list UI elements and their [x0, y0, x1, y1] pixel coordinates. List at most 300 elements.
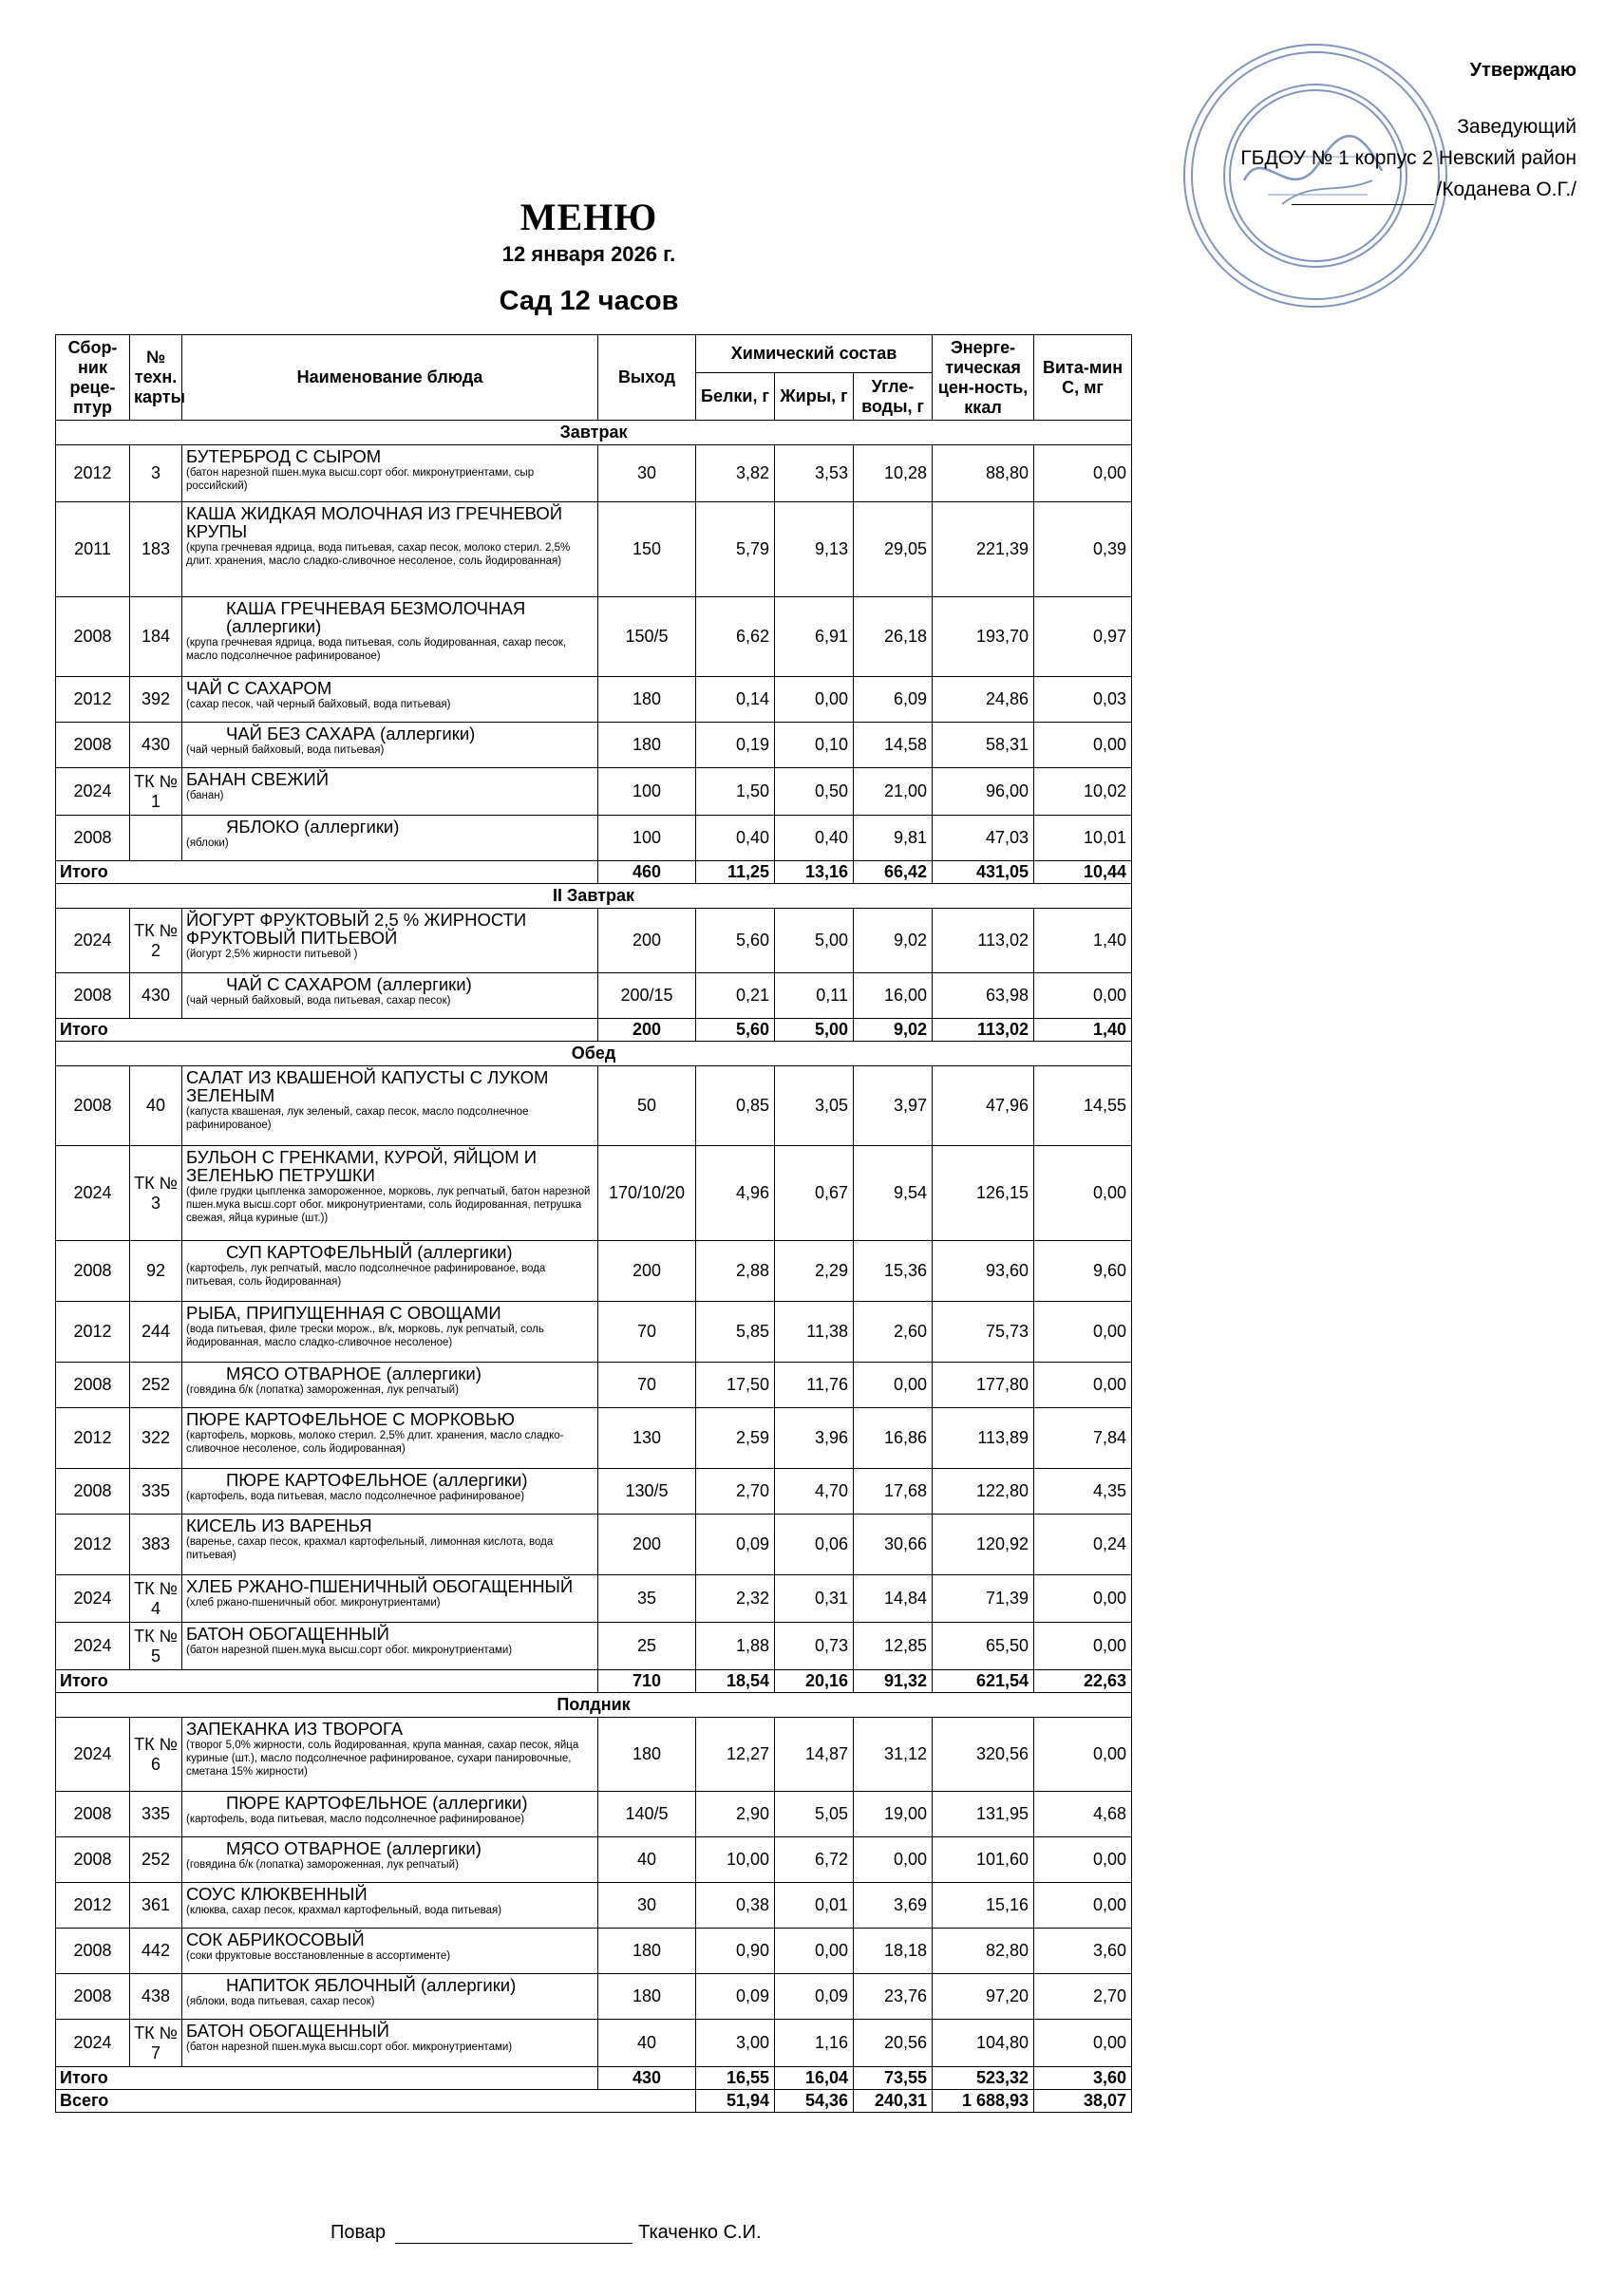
cell-fat: 0,67: [775, 1146, 854, 1241]
dish-ingredients: (говядина б/к (лопатка) замороженная, лук репчатый): [186, 1384, 459, 1396]
dish-name: ПЮРЕ КАРТОФЕЛЬНОЕ С МОРКОВЬЮ: [186, 1409, 515, 1429]
dish-ingredients: (картофель, морковь, молоко стерил. 2,5% длит. хранения, масло сладко-сливочное несоленое, соль йодированная): [186, 1430, 564, 1455]
cell-fat: 3,96: [775, 1408, 854, 1469]
dish-name: БАТОН ОБОГАЩЕННЫЙ: [186, 2021, 389, 2041]
cell-dish: [182, 1929, 598, 1974]
cell-card: 40: [130, 1066, 182, 1146]
cell-collection: 2024: [56, 1623, 130, 1670]
cell-vitamin: 4,68: [1034, 1792, 1132, 1837]
cell-energy: 131,95: [933, 1792, 1034, 1837]
cell-energy: 101,60: [933, 1837, 1034, 1883]
cell-energy: 88,80: [933, 445, 1034, 502]
table-row: [56, 816, 1132, 861]
table-row: [56, 1837, 1132, 1883]
dish-ingredients: (крупа гречневая ядрица, вода питьевая, сахар песок, молоко стерил. 2,5% длит. хранения, масло сладко-сливочное несоленое, соль йодированная): [186, 542, 571, 567]
cell-carbs: 31,12: [854, 1718, 933, 1792]
total-label: Итого: [56, 1019, 598, 1042]
section-title: II Завтрак: [56, 884, 1132, 909]
cell-energy: 24,86: [933, 677, 1034, 723]
cell-fat: 0,10: [775, 723, 854, 768]
cell-energy: 193,70: [933, 597, 1034, 677]
cell-yield: 200: [598, 1515, 696, 1575]
cell-protein: 2,59: [696, 1408, 775, 1469]
table-row: [56, 1974, 1132, 2020]
cell-carbs: 12,85: [854, 1623, 933, 1670]
total-label: Итого: [56, 2067, 598, 2090]
cell-carbs: 16,86: [854, 1408, 933, 1469]
cell-yield: 180: [598, 723, 696, 768]
cell-vitamin: 0,97: [1034, 597, 1132, 677]
cell-yield: 70: [598, 1302, 696, 1363]
cell-fat: 0,11: [775, 973, 854, 1019]
cell-protein: 17,50: [696, 1363, 775, 1408]
dish-ingredients: (банан): [186, 790, 224, 801]
cell-fat: 0,31: [775, 1575, 854, 1623]
dish-name: ЙОГУРТ ФРУКТОВЫЙ 2,5 % ЖИРНОСТИ ФРУКТОВЫЙ ПИТЬЕВОЙ: [186, 910, 527, 948]
cell-card: 322: [130, 1408, 182, 1469]
cell-energy: 96,00: [933, 768, 1034, 816]
cell-dish: [182, 1623, 598, 1670]
total-energy: 113,02: [933, 1019, 1034, 1042]
cell-protein: 5,60: [696, 909, 775, 973]
cell-card: 252: [130, 1837, 182, 1883]
cell-collection: 2008: [56, 1363, 130, 1408]
cell-fat: 2,29: [775, 1241, 854, 1302]
dish-ingredients: (хлеб ржано-пшеничный обог. микронутриентами): [186, 1597, 441, 1609]
cell-protein: 3,00: [696, 2020, 775, 2067]
cell-dish: [182, 1837, 598, 1883]
cell-dish: [182, 723, 598, 768]
section-total-row: [56, 1019, 1132, 1042]
table-row: [56, 1363, 1132, 1408]
cell-fat: 0,00: [775, 1929, 854, 1974]
cell-card: 430: [130, 973, 182, 1019]
cell-energy: 113,89: [933, 1408, 1034, 1469]
dish-name: ПЮРЕ КАРТОФЕЛЬНОЕ (аллергики): [226, 1793, 528, 1813]
cell-card: 335: [130, 1792, 182, 1837]
menu-table: [55, 334, 1132, 2113]
cell-protein: 12,27: [696, 1718, 775, 1792]
cell-carbs: 2,60: [854, 1302, 933, 1363]
section-header-row: [56, 421, 1132, 445]
cell-dish: [182, 768, 598, 816]
header-card: № техн. карты: [130, 335, 182, 421]
cell-protein: 0,19: [696, 723, 775, 768]
cell-energy: 113,02: [933, 909, 1034, 973]
dish-ingredients: (творог 5,0% жирности, соль йодированная, крупа манная, сахар песок, яйца куриные (шт.), масло подсолнечное рафинированое, сухари панировочные, сметана 15% жирности): [186, 1740, 579, 1778]
cell-dish: [182, 1974, 598, 2020]
cell-dish: [182, 2020, 598, 2067]
section-header-row: [56, 1693, 1132, 1718]
dish-ingredients: (батон нарезной пшен.мука высш.сорт обог. микронутриентами): [186, 1645, 513, 1656]
dish-ingredients: (йогурт 2,5% жирности питьевой ): [186, 949, 358, 960]
table-row: [56, 445, 1132, 502]
cell-energy: 221,39: [933, 502, 1034, 597]
dish-name: КИСЕЛЬ ИЗ ВАРЕНЬЯ: [186, 1515, 372, 1535]
cell-protein: 0,38: [696, 1883, 775, 1929]
dish-name: МЯСО ОТВАРНОЕ (аллергики): [226, 1838, 482, 1858]
cell-dish: [182, 1792, 598, 1837]
cell-carbs: 21,00: [854, 768, 933, 816]
cell-carbs: 6,09: [854, 677, 933, 723]
cell-protein: 2,32: [696, 1575, 775, 1623]
cell-vitamin: 0,00: [1034, 1146, 1132, 1241]
total-protein: 16,55: [696, 2067, 775, 2090]
cell-vitamin: 0,24: [1034, 1515, 1132, 1575]
header-vitamin: Вита-мин С, мг: [1034, 335, 1132, 421]
total-carbs: 91,32: [854, 1670, 933, 1693]
approver-signature-row: [1159, 174, 1577, 205]
grand-total-protein: 51,94: [696, 2090, 775, 2113]
cell-collection: 2024: [56, 768, 130, 816]
cell-collection: 2012: [56, 1883, 130, 1929]
cell-card: 442: [130, 1929, 182, 1974]
table-row: [56, 909, 1132, 973]
cell-collection: 2024: [56, 909, 130, 973]
cell-vitamin: 0,00: [1034, 973, 1132, 1019]
cell-dish: [182, 1575, 598, 1623]
cell-protein: 4,96: [696, 1146, 775, 1241]
dish-name: РЫБА, ПРИПУЩЕННАЯ С ОВОЩАМИ: [186, 1303, 501, 1323]
cell-carbs: 19,00: [854, 1792, 933, 1837]
total-fat: 20,16: [775, 1670, 854, 1693]
cell-energy: 82,80: [933, 1929, 1034, 1974]
cell-yield: 25: [598, 1623, 696, 1670]
header-dish-name: Наименование блюда: [182, 335, 598, 421]
dish-ingredients: (соки фруктовые восстановленные в ассортименте): [186, 1950, 451, 1962]
grand-total-fat: 54,36: [775, 2090, 854, 2113]
cell-vitamin: 0,00: [1034, 1883, 1132, 1929]
cell-vitamin: 0,39: [1034, 502, 1132, 597]
cell-collection: 2024: [56, 1146, 130, 1241]
cell-energy: 58,31: [933, 723, 1034, 768]
dish-ingredients: (яблоки, вода питьевая, сахар песок): [186, 1996, 375, 2007]
cell-carbs: 26,18: [854, 597, 933, 677]
cell-carbs: 3,97: [854, 1066, 933, 1146]
cell-collection: 2012: [56, 445, 130, 502]
grand-total-carbs: 240,31: [854, 2090, 933, 2113]
cell-yield: 200: [598, 909, 696, 973]
dish-ingredients: (батон нарезной пшен.мука высш.сорт обог. микронутриентами, сыр российский): [186, 467, 535, 492]
cell-carbs: 0,00: [854, 1363, 933, 1408]
total-energy: 621,54: [933, 1670, 1034, 1693]
cell-collection: 2024: [56, 1718, 130, 1792]
table-row: [56, 1515, 1132, 1575]
cell-yield: 200/15: [598, 973, 696, 1019]
total-protein: 18,54: [696, 1670, 775, 1693]
table-row: [56, 1718, 1132, 1792]
cell-vitamin: 4,35: [1034, 1469, 1132, 1515]
cell-card: 438: [130, 1974, 182, 2020]
cell-yield: 150/5: [598, 597, 696, 677]
dish-name: ПЮРЕ КАРТОФЕЛЬНОЕ (аллергики): [226, 1470, 528, 1490]
total-protein: 5,60: [696, 1019, 775, 1042]
cell-collection: 2008: [56, 723, 130, 768]
cell-yield: 40: [598, 2020, 696, 2067]
cell-energy: 65,50: [933, 1623, 1034, 1670]
total-yield: 200: [598, 1019, 696, 1042]
table-row: [56, 2020, 1132, 2067]
cell-energy: 97,20: [933, 1974, 1034, 2020]
cell-yield: 50: [598, 1066, 696, 1146]
dish-name: ЧАЙ БЕЗ САХАРА (аллергики): [226, 724, 476, 743]
table-row: [56, 768, 1132, 816]
cell-carbs: 23,76: [854, 1974, 933, 2020]
dish-ingredients: (вода питьевая, филе трески морож., в/к, морковь, лук репчатый, соль йодированная, масло сладко-сливочное несоленое): [186, 1324, 544, 1348]
cell-energy: 47,03: [933, 816, 1034, 861]
cell-yield: 180: [598, 1929, 696, 1974]
dish-ingredients: (картофель, лук репчатый, масло подсолнечное рафинированое, вода питьевая, соль йодированная): [186, 1263, 546, 1288]
cell-yield: 30: [598, 445, 696, 502]
cell-energy: 120,92: [933, 1515, 1034, 1575]
cell-collection: 2008: [56, 1792, 130, 1837]
dish-name: НАПИТОК ЯБЛОЧНЫЙ (аллергики): [226, 1975, 517, 1995]
cell-fat: 3,53: [775, 445, 854, 502]
total-label: Итого: [56, 1670, 598, 1693]
header-carbs: Угле-воды, г: [854, 373, 933, 421]
cell-card: ТК № 6: [130, 1718, 182, 1792]
cell-energy: 126,15: [933, 1146, 1034, 1241]
approval-block: [1159, 55, 1577, 205]
section-total-row: [56, 861, 1132, 884]
cell-dish: [182, 816, 598, 861]
cell-yield: 40: [598, 1837, 696, 1883]
cell-energy: 93,60: [933, 1241, 1034, 1302]
cell-protein: 2,90: [696, 1792, 775, 1837]
cell-vitamin: 0,00: [1034, 1718, 1132, 1792]
dish-ingredients: (картофель, вода питьевая, масло подсолнечное рафинированое): [186, 1491, 525, 1502]
header-collection: Сбор-ник реце-птур: [56, 335, 130, 421]
cell-protein: 0,21: [696, 973, 775, 1019]
cell-energy: 177,80: [933, 1363, 1034, 1408]
approver-position: Заведующий: [1457, 116, 1577, 138]
header-chemical: Химический состав: [696, 335, 933, 373]
cell-fat: 0,73: [775, 1623, 854, 1670]
cell-collection: 2011: [56, 502, 130, 597]
table-row: [56, 597, 1132, 677]
dish-name: БАТОН ОБОГАЩЕННЫЙ: [186, 1624, 389, 1644]
dish-ingredients: (чай черный байховый, вода питьевая): [186, 744, 385, 756]
dish-ingredients: (батон нарезной пшен.мука высш.сорт обог. микронутриентами): [186, 2042, 513, 2053]
cook-name: Ткаченко С.И.: [638, 2222, 762, 2243]
table-row: [56, 502, 1132, 597]
cell-energy: 47,96: [933, 1066, 1034, 1146]
cell-energy: 75,73: [933, 1302, 1034, 1363]
cell-vitamin: 0,03: [1034, 677, 1132, 723]
cell-fat: 0,00: [775, 677, 854, 723]
cell-card: 361: [130, 1883, 182, 1929]
cell-protein: 0,85: [696, 1066, 775, 1146]
cell-fat: 4,70: [775, 1469, 854, 1515]
cell-dish: [182, 1515, 598, 1575]
cell-fat: 1,16: [775, 2020, 854, 2067]
cell-card: 92: [130, 1241, 182, 1302]
total-energy: 431,05: [933, 861, 1034, 884]
cell-yield: 35: [598, 1575, 696, 1623]
table-row: [56, 1469, 1132, 1515]
table-row: [56, 1146, 1132, 1241]
cell-card: 392: [130, 677, 182, 723]
section-title: Завтрак: [56, 421, 1132, 445]
cell-fat: 0,06: [775, 1515, 854, 1575]
section-total-row: [56, 2067, 1132, 2090]
total-carbs: 66,42: [854, 861, 933, 884]
table-row: [56, 677, 1132, 723]
cell-carbs: 9,81: [854, 816, 933, 861]
signature-line: [1292, 183, 1434, 205]
cell-card: 184: [130, 597, 182, 677]
cell-energy: 104,80: [933, 2020, 1034, 2067]
cell-yield: 100: [598, 768, 696, 816]
total-yield: 710: [598, 1670, 696, 1693]
cell-vitamin: 10,01: [1034, 816, 1132, 861]
cell-dish: [182, 597, 598, 677]
cell-fat: 9,13: [775, 502, 854, 597]
section-title: Обед: [56, 1042, 1132, 1066]
cell-vitamin: 0,00: [1034, 723, 1132, 768]
cell-dish: [182, 1883, 598, 1929]
table-row: [56, 1302, 1132, 1363]
total-carbs: 9,02: [854, 1019, 933, 1042]
cook-signature: [330, 2222, 762, 2244]
dish-name: СУП КАРТОФЕЛЬНЫЙ (аллергики): [226, 1242, 513, 1262]
dish-ingredients: (капуста квашеная, лук зеленый, сахар песок, масло подсолнечное рафинированое): [186, 1106, 529, 1131]
table-row: [56, 1623, 1132, 1670]
cell-card: 252: [130, 1363, 182, 1408]
cell-dish: [182, 1718, 598, 1792]
cell-vitamin: 0,00: [1034, 2020, 1132, 2067]
cell-vitamin: 0,00: [1034, 1623, 1132, 1670]
cell-card: 383: [130, 1515, 182, 1575]
cell-collection: 2012: [56, 677, 130, 723]
approve-label: Утверждаю: [1469, 60, 1577, 81]
table-row: [56, 1241, 1132, 1302]
dish-ingredients: (картофель, вода питьевая, масло подсолнечное рафинированое): [186, 1814, 525, 1825]
cell-dish: [182, 1066, 598, 1146]
cell-collection: 2008: [56, 597, 130, 677]
cell-carbs: 18,18: [854, 1929, 933, 1974]
header-protein: Белки, г: [696, 373, 775, 421]
cell-dish: [182, 1363, 598, 1408]
cell-collection: 2008: [56, 1241, 130, 1302]
dish-ingredients: (клюква, сахар песок, крахмал картофельный, вода питьевая): [186, 1905, 502, 1916]
dish-name: БУТЕРБРОД С СЫРОМ: [186, 446, 382, 466]
cell-protein: 6,62: [696, 597, 775, 677]
cell-yield: 130: [598, 1408, 696, 1469]
cell-vitamin: 0,00: [1034, 445, 1132, 502]
cook-signature-line: [395, 2224, 633, 2244]
cell-protein: 0,09: [696, 1515, 775, 1575]
cell-energy: 63,98: [933, 973, 1034, 1019]
cell-vitamin: 10,02: [1034, 768, 1132, 816]
cell-collection: 2024: [56, 2020, 130, 2067]
cell-fat: 11,76: [775, 1363, 854, 1408]
dish-name: СОК АБРИКОСОВЫЙ: [186, 1929, 365, 1949]
cell-dish: [182, 677, 598, 723]
table-row: [56, 1792, 1132, 1837]
cell-fat: 6,91: [775, 597, 854, 677]
cell-yield: 30: [598, 1883, 696, 1929]
cell-fat: 14,87: [775, 1718, 854, 1792]
title-block: [285, 195, 893, 320]
table-row: [56, 1575, 1132, 1623]
header-fat: Жиры, г: [775, 373, 854, 421]
cook-label: Повар: [330, 2222, 387, 2243]
menu-body: [56, 421, 1132, 2113]
total-label: Итого: [56, 861, 598, 884]
table-row: [56, 1066, 1132, 1146]
header-yield: Выход: [598, 335, 696, 421]
approver-name: /Коданева О.Г./: [1436, 179, 1577, 200]
cell-collection: 2008: [56, 1469, 130, 1515]
cell-dish: [182, 1408, 598, 1469]
total-fat: 5,00: [775, 1019, 854, 1042]
cell-energy: 122,80: [933, 1469, 1034, 1515]
table-row: [56, 1408, 1132, 1469]
total-vitamin: 10,44: [1034, 861, 1132, 884]
cell-collection: 2012: [56, 1515, 130, 1575]
cell-fat: 5,05: [775, 1792, 854, 1837]
cell-card: 3: [130, 445, 182, 502]
grand-total-energy: 1 688,93: [933, 2090, 1034, 2113]
cell-protein: 2,88: [696, 1241, 775, 1302]
cell-carbs: 9,54: [854, 1146, 933, 1241]
cell-collection: 2008: [56, 1066, 130, 1146]
cell-collection: 2012: [56, 1302, 130, 1363]
cell-vitamin: 14,55: [1034, 1066, 1132, 1146]
cell-protein: 3,82: [696, 445, 775, 502]
cell-yield: 180: [598, 1718, 696, 1792]
total-yield: 460: [598, 861, 696, 884]
cell-energy: 320,56: [933, 1718, 1034, 1792]
cell-dish: [182, 502, 598, 597]
cell-yield: 100: [598, 816, 696, 861]
dish-name: ЧАЙ С САХАРОМ: [186, 678, 332, 698]
cell-carbs: 3,69: [854, 1883, 933, 1929]
cell-vitamin: 0,00: [1034, 1575, 1132, 1623]
cell-card: 183: [130, 502, 182, 597]
header-energy: Энерге-тическая цен-ность, ккал: [933, 335, 1034, 421]
cell-dish: [182, 1241, 598, 1302]
total-yield: 430: [598, 2067, 696, 2090]
cell-fat: 0,09: [775, 1974, 854, 2020]
cell-protein: 5,85: [696, 1302, 775, 1363]
cell-fat: 5,00: [775, 909, 854, 973]
table-row: [56, 723, 1132, 768]
grand-total-label: Всего: [56, 2090, 696, 2113]
cell-card: ТК № 4: [130, 1575, 182, 1623]
cell-card: ТК № 7: [130, 2020, 182, 2067]
total-fat: 16,04: [775, 2067, 854, 2090]
dish-ingredients: (крупа гречневая ядрица, вода питьевая, соль йодированная, сахар песок, масло подсолнечное рафинированое): [186, 637, 567, 662]
dish-ingredients: (чай черный байховый, вода питьевая, сахар песок): [186, 995, 451, 1007]
cell-fat: 11,38: [775, 1302, 854, 1363]
cell-carbs: 0,00: [854, 1837, 933, 1883]
dish-name: САЛАТ ИЗ КВАШЕНОЙ КАПУСТЫ С ЛУКОМ ЗЕЛЕНЫМ: [186, 1067, 549, 1105]
cell-dish: [182, 973, 598, 1019]
dish-name: БАНАН СВЕЖИЙ: [186, 769, 329, 789]
table-row: [56, 973, 1132, 1019]
table-row: [56, 1883, 1132, 1929]
cell-card: ТК № 5: [130, 1623, 182, 1670]
cell-card: 244: [130, 1302, 182, 1363]
cell-card: ТК № 2: [130, 909, 182, 973]
cell-card: ТК № 1: [130, 768, 182, 816]
cell-protein: 2,70: [696, 1469, 775, 1515]
cell-yield: 130/5: [598, 1469, 696, 1515]
cell-yield: 170/10/20: [598, 1146, 696, 1241]
cell-dish: [182, 909, 598, 973]
